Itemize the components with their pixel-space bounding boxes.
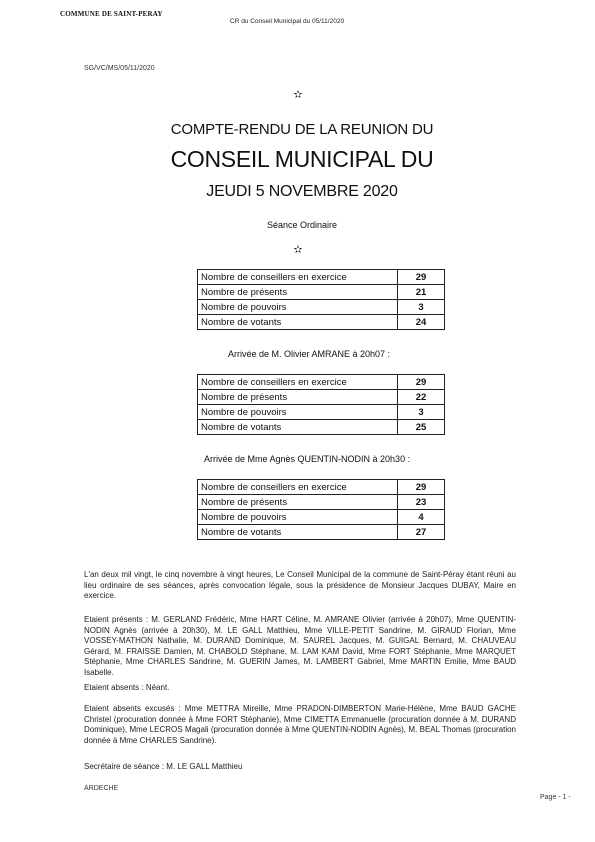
tally-label: Nombre de conseillers en exercice	[198, 375, 398, 390]
tally-label: Nombre de votants	[198, 420, 398, 435]
tally-value: 4	[398, 510, 445, 525]
table-row	[198, 390, 445, 405]
table-row	[198, 300, 445, 315]
tally-value: 3	[398, 405, 445, 420]
table-row	[198, 495, 445, 510]
tally-label: Nombre de présents	[198, 495, 398, 510]
arrival-note-2: Arrivée de Mme Agnès QUENTIN-NODIN à 20h30 :	[204, 454, 411, 464]
tally-value: 24	[398, 315, 445, 330]
tally-label: Nombre de conseillers en exercice	[198, 270, 398, 285]
tally-label: Nombre de pouvoirs	[198, 300, 398, 315]
table-row	[198, 375, 445, 390]
tally-table-after-arrival-1	[197, 374, 445, 435]
tally-value: 27	[398, 525, 445, 540]
star-icon: ✫	[293, 89, 303, 101]
table-row	[198, 270, 445, 285]
tally-value: 29	[398, 270, 445, 285]
reference-code: SG/VC/MS/05/11/2020	[84, 65, 155, 72]
arrival-note-1: Arrivée de M. Olivier AMRANE à 20h07 :	[228, 349, 391, 359]
tally-value: 25	[398, 420, 445, 435]
document-subtitle: CR du Conseil Municipal du 05/11/2020	[230, 18, 345, 25]
footer-department: ARDECHE	[84, 785, 119, 792]
title-line-2: CONSEIL MUNICIPAL DU	[170, 146, 434, 172]
table-row	[198, 405, 445, 420]
title-line-1: COMPTE-RENDU DE LA REUNION DU	[170, 121, 434, 138]
tally-value: 29	[398, 375, 445, 390]
star-icon: ✫	[293, 244, 303, 256]
tally-label: Nombre de présents	[198, 390, 398, 405]
absent-paragraph: Etaient absents : Néant.	[84, 683, 170, 692]
tally-table-after-arrival-2	[197, 479, 445, 540]
tally-value: 21	[398, 285, 445, 300]
tally-label: Nombre de présents	[198, 285, 398, 300]
municipality-header: COMMUNE DE SAINT-PERAY	[60, 10, 163, 18]
tally-value: 22	[398, 390, 445, 405]
secretary-paragraph: Secrétaire de séance : M. LE GALL Matthieu	[84, 762, 243, 771]
page-number: Page - 1 -	[540, 794, 571, 801]
tally-label: Nombre de pouvoirs	[198, 405, 398, 420]
tally-value: 23	[398, 495, 445, 510]
title-line-3: JEUDI 5 NOVEMBRE 2020	[206, 183, 398, 200]
intro-paragraph: L'an deux mil vingt, le cinq novembre à vingt heures, Le Conseil Municipal de la commune de Saint-Péray étant réuni au lieu ordinaire de ses séances, après convocation légale, sous la présidence de Monsieur Jacques DUBAY, Maire en exercice.	[84, 570, 516, 600]
table-row	[198, 285, 445, 300]
session-type: Séance Ordinaire	[266, 220, 338, 230]
tally-label: Nombre de conseillers en exercice	[198, 480, 398, 495]
tally-value: 29	[398, 480, 445, 495]
present-members-paragraph: Etaient présents : M. GERLAND Frédéric, Mme HART Céline, M. AMRANE Olivier (arrivée à 20h07), Mme QUENTIN-NODIN Agnès (arrivée à 20h30), M. LE GALL Matthieu, Mme VILLE-PETIT Sandrine, M. GIRAUD Florian, Mme VOSSEY-MATHON Nathalie, M. DURAND Dominique, M. SAUREL Jacques, M. GUIGAL Bernard, M. CHAUVEAU Gérard, M. FRAISSE Damien, M. CHABOLD Stéphane, M. LAM KAM David, Mme FORT Stéphanie, Mme MARQUET Stéphanie, Mme CHARLES Sandrine, M. GUERIN James, M. LAMBERT Gabriel, Mme MARTIN Emilie, Mme BAUD Isabelle.	[84, 615, 516, 677]
table-row	[198, 420, 445, 435]
tally-label: Nombre de pouvoirs	[198, 510, 398, 525]
table-row	[198, 480, 445, 495]
tally-table-initial	[197, 269, 445, 330]
tally-value: 3	[398, 300, 445, 315]
table-row	[198, 510, 445, 525]
tally-label: Nombre de votants	[198, 315, 398, 330]
table-row	[198, 525, 445, 540]
excused-members-paragraph: Etaient absents excusés : Mme METTRA Mireille, Mme PRADON-DIMBERTON Marie-Hélène, Mme BAUD GACHE Christel (procuration donnée à Mme FORT Stéphanie), Mme CIMETTA Emmanuelle (procuration donnée à M. DURAND Dominique), Mme LECROS Magali (procuration donnée à Mme QUENTIN-NODIN Agnès), M. BEAL Thomas (procuration donnée à Mme CHARLES Sandrine).	[84, 704, 516, 745]
tally-label: Nombre de votants	[198, 525, 398, 540]
table-row	[198, 315, 445, 330]
